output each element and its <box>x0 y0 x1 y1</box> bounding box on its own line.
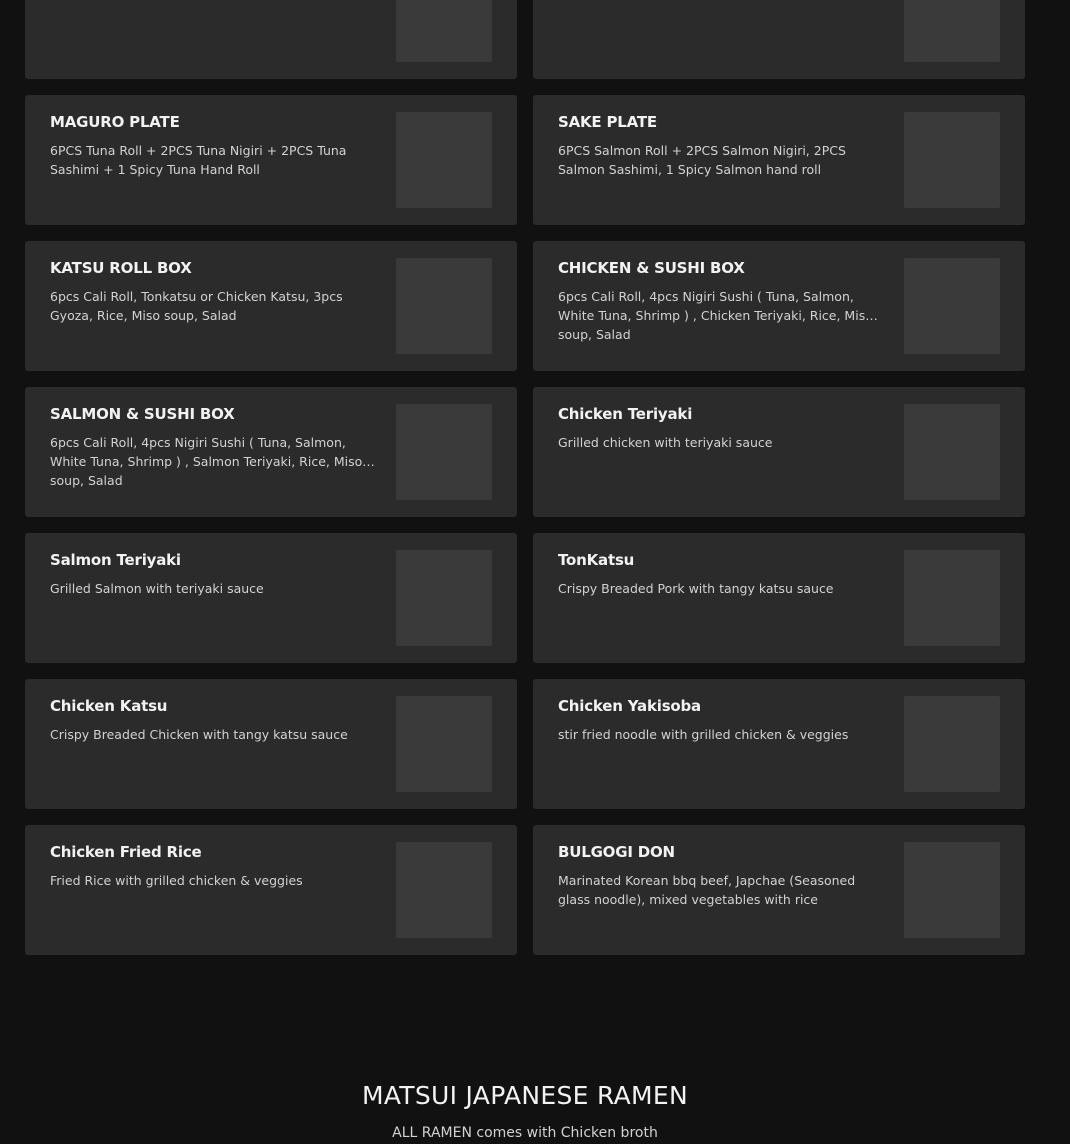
menu-item-card[interactable] <box>25 387 517 517</box>
menu-item-description: Fried Rice with grilled chicken & veggies <box>50 873 303 888</box>
menu-item-card[interactable] <box>533 241 1025 371</box>
menu-item-title: SALMON & SUSHI BOX <box>50 405 235 423</box>
menu-item-card[interactable] <box>533 533 1025 663</box>
menu-item-image[interactable] <box>904 842 1000 938</box>
menu-item-text <box>558 842 884 909</box>
menu-item-description: 6PCS Salmon Roll + 2PCS Salmon Nigiri, 2PCS Salmon Sashimi, 1 Spicy Salmon hand roll <box>558 143 846 177</box>
menu-item-image[interactable] <box>904 404 1000 500</box>
menu-item-title: Chicken Teriyaki <box>558 405 693 423</box>
menu-item-text <box>558 404 884 452</box>
menu-item-title: KATSU ROLL BOX <box>50 259 192 277</box>
menu-item-title: Chicken Katsu <box>50 697 168 715</box>
menu-item-image[interactable] <box>396 404 492 500</box>
menu-item-description: 6pcs Cali Roll, 4pcs Nigiri Sushi ( Tuna, Salmon, White Tuna, Shrimp ) , Salmon Teriyaki, Rice, Miso soup, Salad <box>50 435 363 488</box>
menu-item-card[interactable] <box>25 95 517 225</box>
menu-item-text <box>50 404 376 488</box>
menu-item-description: stir fried noodle with grilled chicken & veggies <box>558 727 849 742</box>
menu-item-text <box>50 112 376 179</box>
menu-item-card[interactable] <box>25 533 517 663</box>
menu-item-description: Grilled Salmon with teriyaki sauce <box>50 581 264 596</box>
menu-item-card[interactable] <box>533 825 1025 955</box>
menu-item-card[interactable] <box>533 0 1025 79</box>
section-title: MATSUI JAPANESE RAMEN <box>361 1081 689 1110</box>
menu-item-title: Chicken Fried Rice <box>50 843 202 861</box>
menu-item-text <box>50 258 376 325</box>
menu-item-card[interactable] <box>25 825 517 955</box>
section-subtitle: ALL RAMEN comes with Chicken broth <box>392 1125 658 1141</box>
menu-item-title: TonKatsu <box>558 551 635 569</box>
menu-item-title: Salmon Teriyaki <box>50 551 181 569</box>
menu-item-image[interactable] <box>904 0 1000 62</box>
menu-item-description: Marinated Korean bbq beef, Japchae (Seasoned glass noodle), mixed vegetables with rice <box>558 873 856 907</box>
menu-item-image[interactable] <box>904 112 1000 208</box>
menu-item-card[interactable] <box>25 679 517 809</box>
menu-item-image[interactable] <box>904 696 1000 792</box>
menu-item-text <box>558 112 884 179</box>
menu-item-image[interactable] <box>396 696 492 792</box>
menu-item-description: 6PCS Tuna Roll + 2PCS Tuna Nigiri + 2PCS Tuna Sashimi + 1 Spicy Tuna Hand Roll <box>50 143 347 177</box>
menu-item-text <box>558 258 884 342</box>
menu-item-title: MAGURO PLATE <box>50 113 180 131</box>
menu-item-description: 6pcs Cali Roll, 4pcs Nigiri Sushi ( Tuna, Salmon, White Tuna, Shrimp ) , Chicken Teriyaki, Rice, Miso soup, Salad <box>558 289 873 342</box>
menu-item-text <box>50 696 376 744</box>
menu-item-image[interactable] <box>396 550 492 646</box>
menu-item-image[interactable] <box>396 0 492 62</box>
menu-item-card[interactable] <box>533 387 1025 517</box>
menu-item-card[interactable] <box>533 679 1025 809</box>
menu-item-grid <box>25 0 1025 955</box>
menu-item-card[interactable] <box>25 241 517 371</box>
menu-item-title: Chicken Yakisoba <box>558 697 701 715</box>
menu-item-description: 6pcs Cali Roll, Tonkatsu or Chicken Katsu, 3pcs Gyoza, Rice, Miso soup, Salad <box>50 289 343 323</box>
menu-item-text <box>50 550 376 598</box>
menu-item-card[interactable] <box>533 95 1025 225</box>
menu-item-image[interactable] <box>904 550 1000 646</box>
menu-item-image[interactable] <box>396 258 492 354</box>
menu-item-image[interactable] <box>396 842 492 938</box>
menu-item-text <box>558 696 884 744</box>
menu-item-title: CHICKEN & SUSHI BOX <box>558 259 745 277</box>
menu-item-text <box>558 550 884 598</box>
menu-item-image[interactable] <box>396 112 492 208</box>
menu-item-image[interactable] <box>904 258 1000 354</box>
menu-item-text <box>50 842 376 890</box>
menu-item-description: Crispy Breaded Pork with tangy katsu sauce <box>558 581 834 596</box>
menu-item-card[interactable] <box>25 0 517 79</box>
menu-item-title: BULGOGI DON <box>558 843 675 861</box>
menu-item-description: Crispy Breaded Chicken with tangy katsu sauce <box>50 727 348 742</box>
menu-item-title: SAKE PLATE <box>558 113 657 131</box>
menu-item-description: Grilled chicken with teriyaki sauce <box>558 435 773 450</box>
